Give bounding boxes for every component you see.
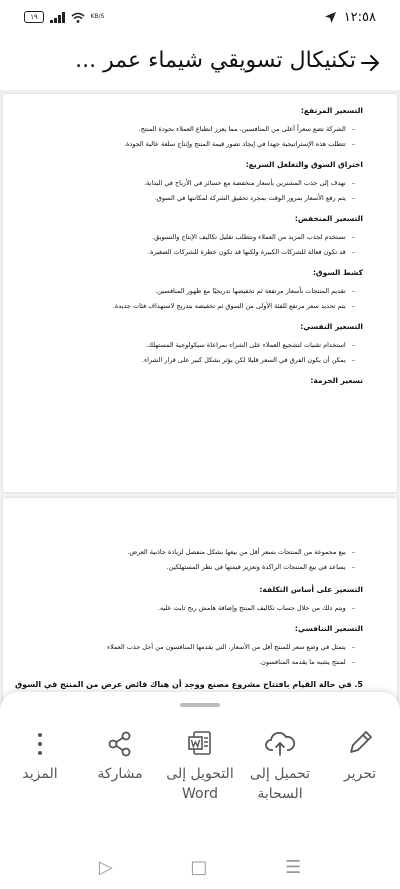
bullet-item: – قد تكون فعالة للشركات الكبيرة ولكنها قد تكون خطرة للشركات الصغيرة. bbox=[25, 248, 355, 256]
convert-to-word-button[interactable] bbox=[160, 724, 240, 804]
document-title: تكنيكال تسويقي شيماء عمر ... bbox=[75, 48, 356, 73]
document-page-1 bbox=[3, 94, 397, 492]
section-heading: التسعير على أساس التكلفة: bbox=[259, 585, 363, 594]
section bbox=[25, 214, 363, 256]
section-heading: التسعير التنافسي: bbox=[294, 624, 363, 633]
section-heading: التسعير المنخفض: bbox=[294, 214, 363, 223]
clock: ١٢:٥٨ bbox=[343, 10, 376, 25]
section bbox=[25, 624, 363, 666]
bullet-item: – يمكن أن يكون الفرق في السعر قليلا لكن يؤثر بشكل كبير على قرار الشراء. bbox=[25, 356, 355, 364]
upload-to-cloud-button[interactable] bbox=[240, 724, 320, 804]
edit-label: تحرير bbox=[343, 766, 377, 782]
section bbox=[25, 585, 363, 612]
arrow-right-icon bbox=[359, 52, 381, 74]
more-button[interactable] bbox=[0, 724, 80, 784]
section bbox=[25, 106, 363, 148]
bullet-item: – يساعد في بيع المنتجات الراكدة وتعزيز قيمتها في نظر المستهلكين. bbox=[25, 563, 355, 571]
section-heading: كشط السوق: bbox=[312, 268, 363, 277]
bullet-item: – تتطلب هذه الإستراتيجية جهدا في إيجاد تصور قيمة المنتج وإنتاج سلعة عالية الجودة. bbox=[25, 140, 355, 148]
upload-to-cloud-label: تحميل إلى السحابة bbox=[249, 766, 311, 802]
section-heading: التسعير المرتفع: bbox=[300, 106, 363, 115]
word-icon bbox=[185, 728, 215, 758]
recents-menu-icon[interactable]: ☰ bbox=[285, 856, 302, 878]
home-square-icon[interactable]: □ bbox=[190, 856, 208, 878]
share-label: مشاركة bbox=[97, 766, 143, 782]
section bbox=[25, 160, 363, 202]
signal-icon bbox=[50, 12, 65, 23]
bullet-item: – بيع مجموعة من المنتجات بسعر أقل من بيعها بشكل منفصل لزيادة جاذبية العرض. bbox=[25, 548, 355, 556]
share-icon bbox=[106, 730, 134, 758]
cloud-upload-icon bbox=[264, 728, 296, 758]
section bbox=[25, 376, 363, 385]
page-2-content bbox=[15, 548, 363, 706]
section bbox=[25, 322, 363, 364]
forward-arrow-button[interactable] bbox=[358, 52, 382, 76]
bullet-item: – تهدف إلى جذب المشترين بأسعار منخفضة مع خسائر في الأرباح في البداية. bbox=[25, 179, 355, 187]
bullet-item: – لمنتج يشبه ما يقدمه المنافسون. bbox=[25, 658, 355, 666]
network-speed: KB/S bbox=[90, 13, 105, 20]
question-line: 5. في حالة القيام بافتتاح مشروع مصنع ووجد أن هناك فائض عرض من المنتج في السوق bbox=[15, 680, 363, 689]
document-header bbox=[0, 38, 400, 90]
system-navigation-bar bbox=[0, 845, 400, 889]
bullet-item: – استخدام تقنيات لتشجيع العملاء على الشراء بمراعاة سيكولوجية المستهلك. bbox=[25, 341, 355, 349]
bullet-item: – الشركة تضع سعراً أعلى من المنافسين، مما يعزز انطباع العملاء بجودة المنتج. bbox=[25, 125, 355, 133]
section-heading: اختراق السوق والتغلغل السريع: bbox=[245, 160, 363, 169]
sheet-drag-handle[interactable] bbox=[180, 703, 220, 707]
section bbox=[25, 268, 363, 310]
status-bar bbox=[0, 0, 400, 38]
back-triangle-icon[interactable]: ▷ bbox=[98, 856, 113, 878]
section-heading: التسعير النفسي: bbox=[300, 322, 363, 331]
more-vertical-icon bbox=[35, 730, 45, 758]
bullet-item: – يتم تحديد سعر مرتفع للفئة الأولى من السوق ثم تخفيضه بتدريج لاستهداف فئات جديدة. bbox=[25, 302, 355, 310]
section-heading: تسعير الحزمة: bbox=[310, 376, 363, 385]
pencil-icon bbox=[345, 728, 375, 758]
page-1-content bbox=[25, 106, 363, 397]
more-label: المزيد bbox=[22, 766, 58, 782]
battery-icon: ١٩ bbox=[24, 11, 44, 23]
lead-list bbox=[25, 548, 363, 571]
convert-to-word-label: التحويل إلى Word bbox=[166, 766, 234, 802]
edit-button[interactable] bbox=[320, 724, 400, 784]
bullet-item: – تستخدم لجذب المزيد من العملاء وتتطلب تقليل تكاليف الإنتاج والتسويق. bbox=[25, 233, 355, 241]
bullet-item: – يتم رفع الأسعار بمرور الوقت بمجرد تحقيق الشركة لمكانتها في السوق. bbox=[25, 194, 355, 202]
share-button[interactable] bbox=[80, 724, 160, 784]
bullet-item: – تقديم المنتجات بأسعار مرتفعة ثم تخفيضها تدريجيًا مع ظهور المنافسين. bbox=[25, 287, 355, 295]
bullet-item: – يتمثل في وضع سعر للمنتج أقل من الأسعار، التي يقدمها المنافسون من أجل جذب العملاء bbox=[25, 643, 355, 651]
bullet-item: – ويتم ذلك من خلال حساب تكاليف المنتج وإضافة هامش ربح ثابت عليه. bbox=[25, 604, 355, 612]
action-row bbox=[0, 724, 400, 824]
wifi-icon bbox=[71, 12, 85, 23]
location-arrow-icon bbox=[325, 12, 336, 23]
